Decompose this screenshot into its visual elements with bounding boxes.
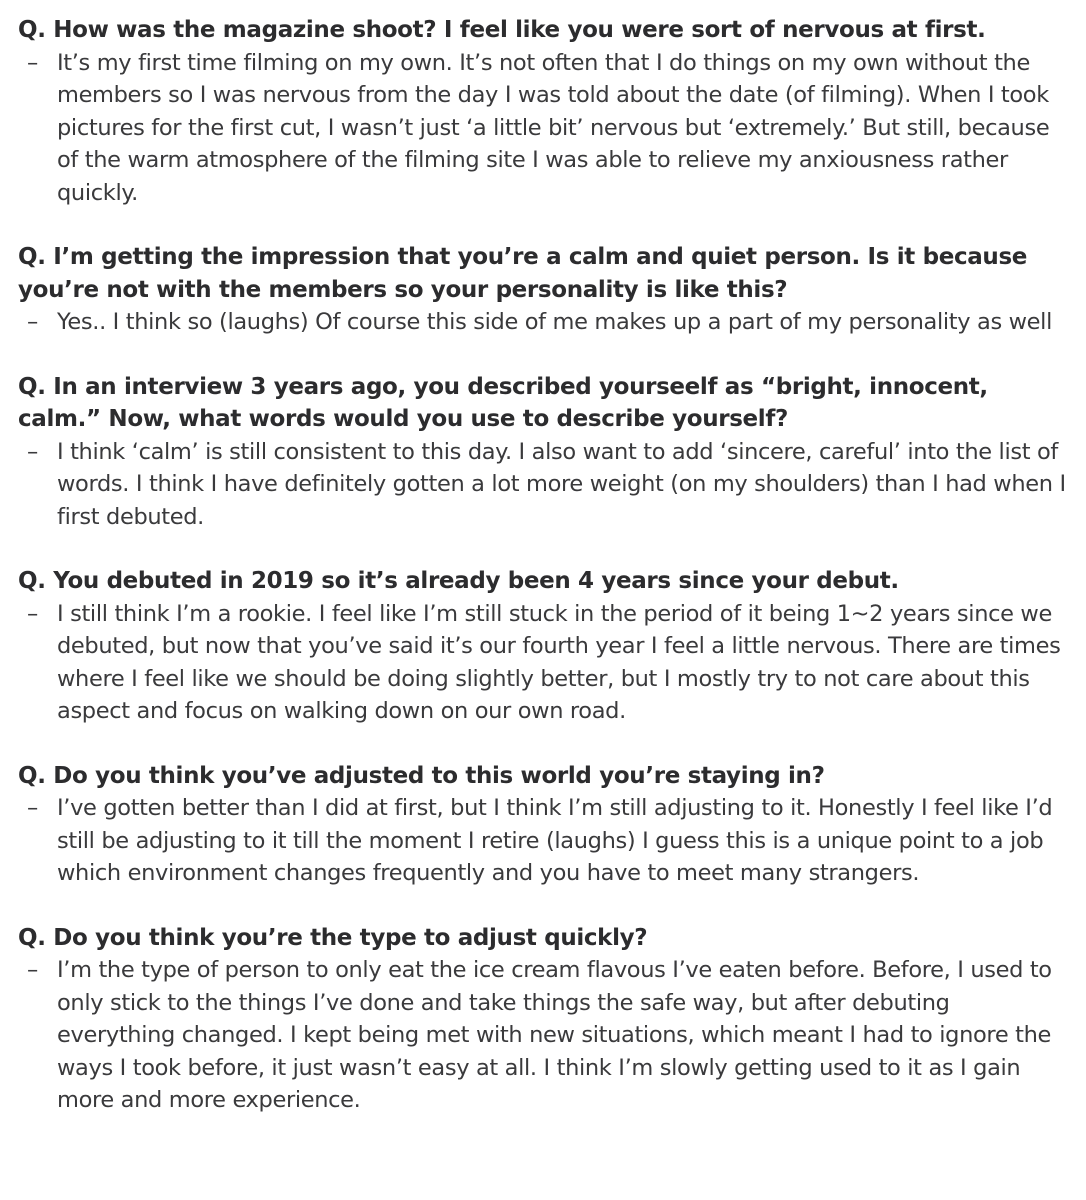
qa-item <box>18 371 1070 534</box>
answer-body: I’m the type of person to only eat the ice cream flavous I’ve eaten before. Before, I used to only stick to the things I’ve done and take things the safe way, but after debuting everything changed. I kept being met with new situations, which meant I had to ignore the ways I took before, it just wasn’t easy at all. I think I’m slowly getting used to it as I gain more and more experience. <box>57 957 1052 1113</box>
answer-body: I’ve gotten better than I did at first, but I think I’m still adjusting to it. Honestly I feel like I’d still be adjusting to it till the moment I retire (laughs) I guess this is a unique point to a job which environment changes frequently and you have to meet many strangers. <box>57 795 1053 886</box>
answer-body: It’s my first time filming on my own. It’s not often that I do things on my own without the members so I was nervous from the day I was told about the date (of filming). When I took pictures for the first cut, I wasn’t just ‘a little bit’ nervous but ‘extremely.’ But still, because of the warm atmosphere of the filming site I was able to relieve my anxiousness rather quickly. <box>57 49 1050 206</box>
dash-bullet: – <box>27 795 38 821</box>
question-text: Q. Do you think you’ve adjusted to this world you’re staying in? <box>18 762 825 789</box>
question-text: Q. Do you think you’re the type to adjust quickly? <box>18 924 648 951</box>
question-text: Q. You debuted in 2019 so it’s already been 4 years since your debut. <box>18 568 899 594</box>
answer-text <box>18 598 1070 728</box>
answer-text <box>18 47 1070 210</box>
question-text: Q. I’m getting the impression that you’re a calm and quiet person. Is it because you’re not with the members so your personality is like this? <box>18 244 1028 303</box>
dash-bullet: – <box>27 957 38 983</box>
qa-item <box>18 922 1070 1117</box>
question-text: Q. How was the magazine shoot? I feel like you were sort of nervous at first. <box>18 17 986 43</box>
qa-item <box>18 760 1070 890</box>
question-text: Q. In an interview 3 years ago, you described yourseelf as “bright, innocent, calm.” Now, what words would you use to describe yourself? <box>18 373 988 432</box>
answer-text <box>18 306 1070 339</box>
answer-body: Yes.. I think so (laughs) Of course this side of me makes up a part of my personality as well <box>57 309 1052 335</box>
qa-item <box>18 241 1070 339</box>
dash-bullet: – <box>27 49 38 76</box>
dash-bullet: – <box>27 309 38 335</box>
answer-body: I think ‘calm’ is still consistent to this day. I also want to add ‘sincere, careful’ into the list of words. I think I have definitely gotten a lot more weight (on my shoulders) than I had when I first debuted. <box>57 438 1066 530</box>
qa-item <box>18 14 1070 209</box>
answer-text <box>18 792 1070 890</box>
qa-item <box>18 565 1070 728</box>
dash-bullet: – <box>27 600 38 627</box>
answer-body: I still think I’m a rookie. I feel like I’m still stuck in the period of it being 1~2 years since we debuted, but now that you’ve said it’s our fourth year I feel a little nervous. There are times where I feel like we should be doing slightly better, but I mostly try to not care about this aspect and focus on walking down on our own road. <box>57 600 1061 724</box>
dash-bullet: – <box>27 438 38 465</box>
answer-text <box>18 436 1070 534</box>
answer-text <box>18 954 1070 1117</box>
